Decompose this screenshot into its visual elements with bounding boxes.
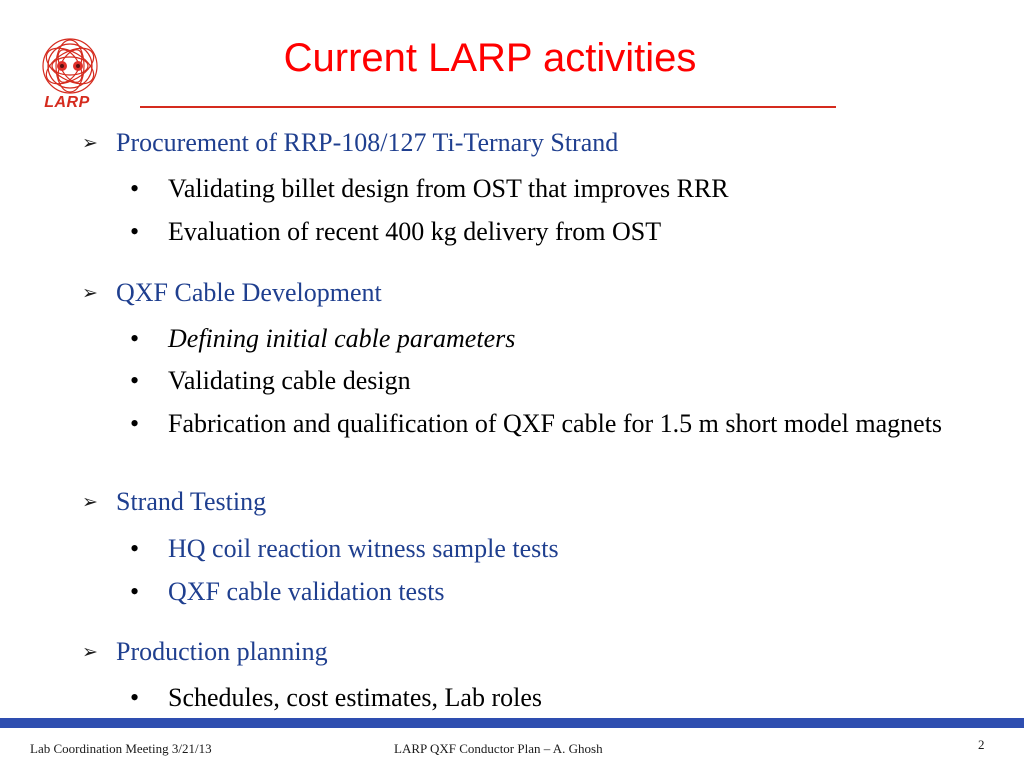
bullet-item: • Schedules, cost estimates, Lab roles: [130, 679, 1000, 716]
footer-presentation: LARP QXF Conductor Plan – A. Ghosh: [394, 741, 603, 756]
arrow-bullet-icon: ➢: [82, 283, 98, 304]
bullet-item: • HQ coil reaction witness sample tests: [130, 530, 1000, 567]
footer-meeting: Lab Coordination Meeting 3/21/13: [30, 741, 212, 756]
arrow-bullet-icon: ➢: [82, 492, 98, 513]
bullet-item: • Fabrication and qualification of QXF cable for 1.5 m short model magnets: [130, 405, 1000, 442]
footer-band: [0, 718, 1024, 728]
bullet-item: • Validating cable design: [130, 362, 1000, 399]
bullet-dot-icon: •: [130, 683, 140, 712]
arrow-bullet-icon: ➢: [82, 642, 98, 663]
bullet-dot-icon: •: [130, 174, 140, 203]
bullet-dot-icon: •: [130, 534, 140, 563]
section-heading: ➢ Procurement of RRP-108/127 Ti-Ternary Strand: [82, 128, 619, 157]
bullet-dot-icon: •: [130, 324, 140, 353]
section-heading: ➢ Production planning: [82, 637, 328, 666]
bullet-item: • Defining initial cable parameters: [130, 320, 1000, 357]
bullet-dot-icon: •: [130, 577, 140, 606]
bullet-dot-icon: •: [130, 409, 140, 438]
section-heading: ➢ QXF Cable Development: [82, 278, 382, 307]
bullet-item: • Validating billet design from OST that improves RRR: [130, 170, 1000, 207]
bullet-item: • Evaluation of recent 400 kg delivery from OST: [130, 213, 1000, 250]
bullet-item: • QXF cable validation tests: [130, 573, 1000, 610]
larp-logo-text: LARP: [44, 94, 90, 111]
section-heading: ➢ Strand Testing: [82, 487, 267, 516]
bullet-dot-icon: •: [130, 217, 140, 246]
page-number: 2: [978, 737, 985, 752]
title-underline: [140, 106, 836, 108]
bullet-dot-icon: •: [130, 366, 140, 395]
arrow-bullet-icon: ➢: [82, 133, 98, 154]
slide-title: Current LARP activities: [283, 36, 697, 80]
